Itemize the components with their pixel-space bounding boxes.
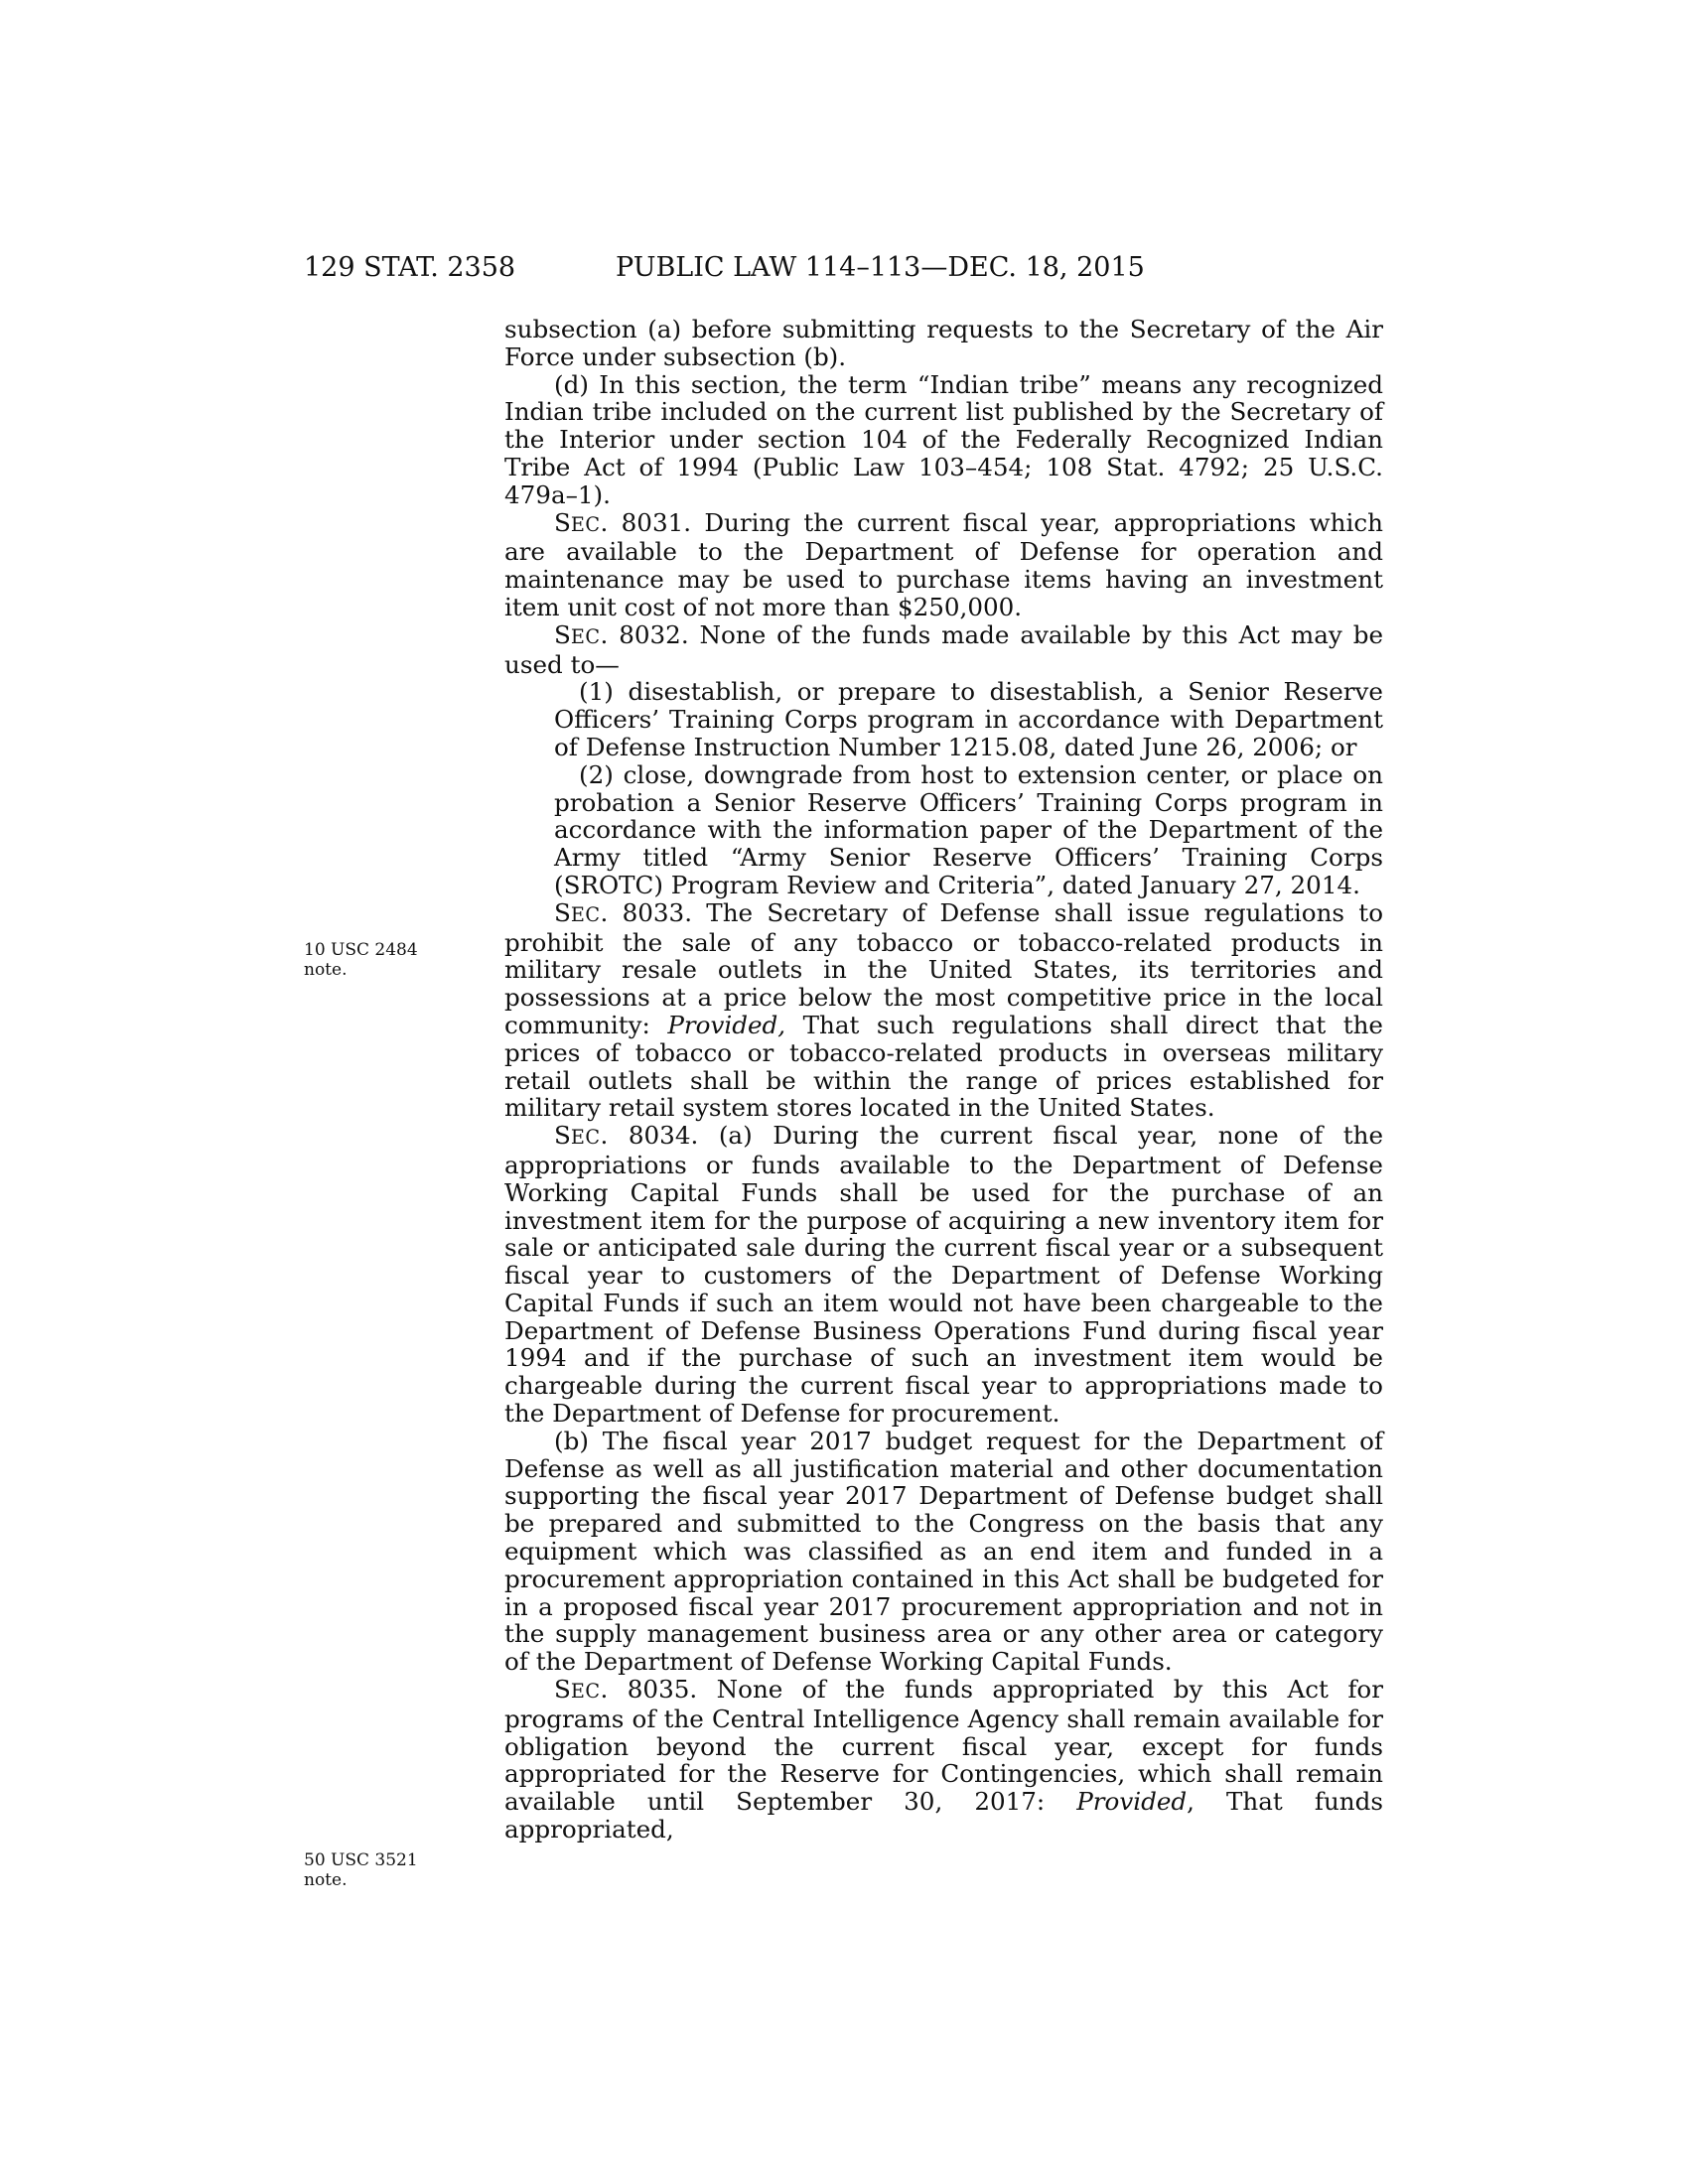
section-8035-text-a: . 8035. None of the funds appropriated by this Act for programs of the Central Intelligence Agency shall remain available for obligation beyond the current fiscal year, except for funds appropriated for the Reserve for Contingencies, which shall remain available until September 30, 2017:: [504, 1675, 1383, 1817]
section-label-s: S: [554, 897, 571, 927]
section-8035-text-b: , That funds appropriated,: [504, 1787, 1383, 1844]
section-8031: [504, 509, 1383, 621]
section-label-s: S: [554, 1675, 571, 1705]
section-8031-text: . 8031. During the current fiscal year, appropriations which are available to the Department of Defense for operation and maintenance may be used to purchase items having an investment item unit cost of not more than $250,000.: [504, 507, 1383, 621]
section-8033: [504, 899, 1383, 1122]
section-label-ec: EC: [570, 624, 601, 648]
paragraph-continuation: subsection (a) before submitting requests to the Secretary of the Air Force under subsection (b).: [504, 315, 1383, 371]
section-label-ec: EC: [570, 1680, 601, 1704]
section-8032-item-1: (1) disestablish, or prepare to disestablish, a Senior Reserve Officers’ Training Corps program in accordance with Department of Defense Instruction Number 1215.08, dated June 26, 2006; or: [554, 677, 1383, 761]
section-8034-subsection-b: (b) The fiscal year 2017 budget request for the Department of Defense as well as all justification material and other documentation supporting the fiscal year 2017 Department of Defense budget shall be prepared and submitted to the Congress on the basis that any equipment which was classified as an end item and funded in a procurement appropriation contained in this Act shall be budgeted for in a proposed fiscal year 2017 procurement appropriation and not in the supply management business area or any other area or category of the Department of Defense Working Capital Funds.: [504, 1426, 1383, 1677]
section-8033-text-b: That such regulations shall direct that the prices of tobacco or tobacco-related products in overseas military retail outlets shall be within the range of prices established for military retail system stores located in the United States.: [504, 1010, 1383, 1123]
stat-page-number: 129 STAT. 2358: [304, 252, 516, 283]
section-8035: [504, 1676, 1383, 1843]
section-label-ec: EC: [570, 1126, 601, 1150]
section-label-s: S: [554, 507, 571, 537]
section-label-s: S: [554, 1121, 571, 1151]
provided-proviso: Provided: [1076, 1787, 1188, 1817]
section-8032: [504, 621, 1383, 679]
public-law-title: PUBLIC LAW 114–113—DEC. 18, 2015: [616, 252, 1145, 283]
paragraph-subsection-d: (d) In this section, the term “Indian tribe” means any recognized Indian tribe included on the current list published by the Secretary of the Interior under section 104 of the Federally Recognized Indian Tribe Act of 1994 (Public Law 103–454; 108 Stat. 4792; 25 U.S.C. 479a–1).: [504, 369, 1383, 509]
section-8034-text: . 8034. (a) During the current fiscal year, none of the appropriations or funds available to the Department of Defense Working Capital Funds shall be used for the purchase of an investment item for the purpose of acquiring a new inventory item for sale or anticipated sale during the current fiscal year or a subsequent fiscal year to customers of the Department of Defense Working Capital Funds if such an item would not have been chargeable to the Department of Defense Business Operations Fund during fiscal year 1994 and if the purchase of such an investment item would be chargeable during the current fiscal year to appropriations made to the Department of Defense for procurement.: [504, 1121, 1383, 1429]
section-label-ec: EC: [570, 902, 601, 926]
section-8033-text-a: . 8033. The Secretary of Defense shall issue regulations to prohibit the sale of any tobacco or tobacco-related products in military resale outlets in the United States, its territories and possessions at a price below the most competitive price in the local community:: [504, 897, 1383, 1039]
section-8032-text: . 8032. None of the funds made available by this Act may be used to—: [504, 619, 1383, 679]
section-8032-item-2: (2) close, downgrade from host to extension center, or place on probation a Senior Reserve Officers’ Training Corps program in accordance with the information paper of the Department of the Army titled “Army Senior Reserve Officers’ Training Corps (SROTC) Program Review and Criteria”, dated January 27, 2014.: [554, 759, 1383, 899]
margin-note-50-usc-3521: 50 USC 3521 note.: [304, 1850, 418, 1890]
margin-note-10-usc-2484: 10 USC 2484 note.: [304, 940, 418, 980]
section-label-ec: EC: [570, 512, 601, 536]
provided-proviso: Provided,: [667, 1010, 786, 1039]
section-8034: [504, 1122, 1383, 1428]
document-body: [504, 316, 1383, 1843]
page-header: [0, 248, 1688, 288]
section-label-s: S: [554, 619, 571, 649]
